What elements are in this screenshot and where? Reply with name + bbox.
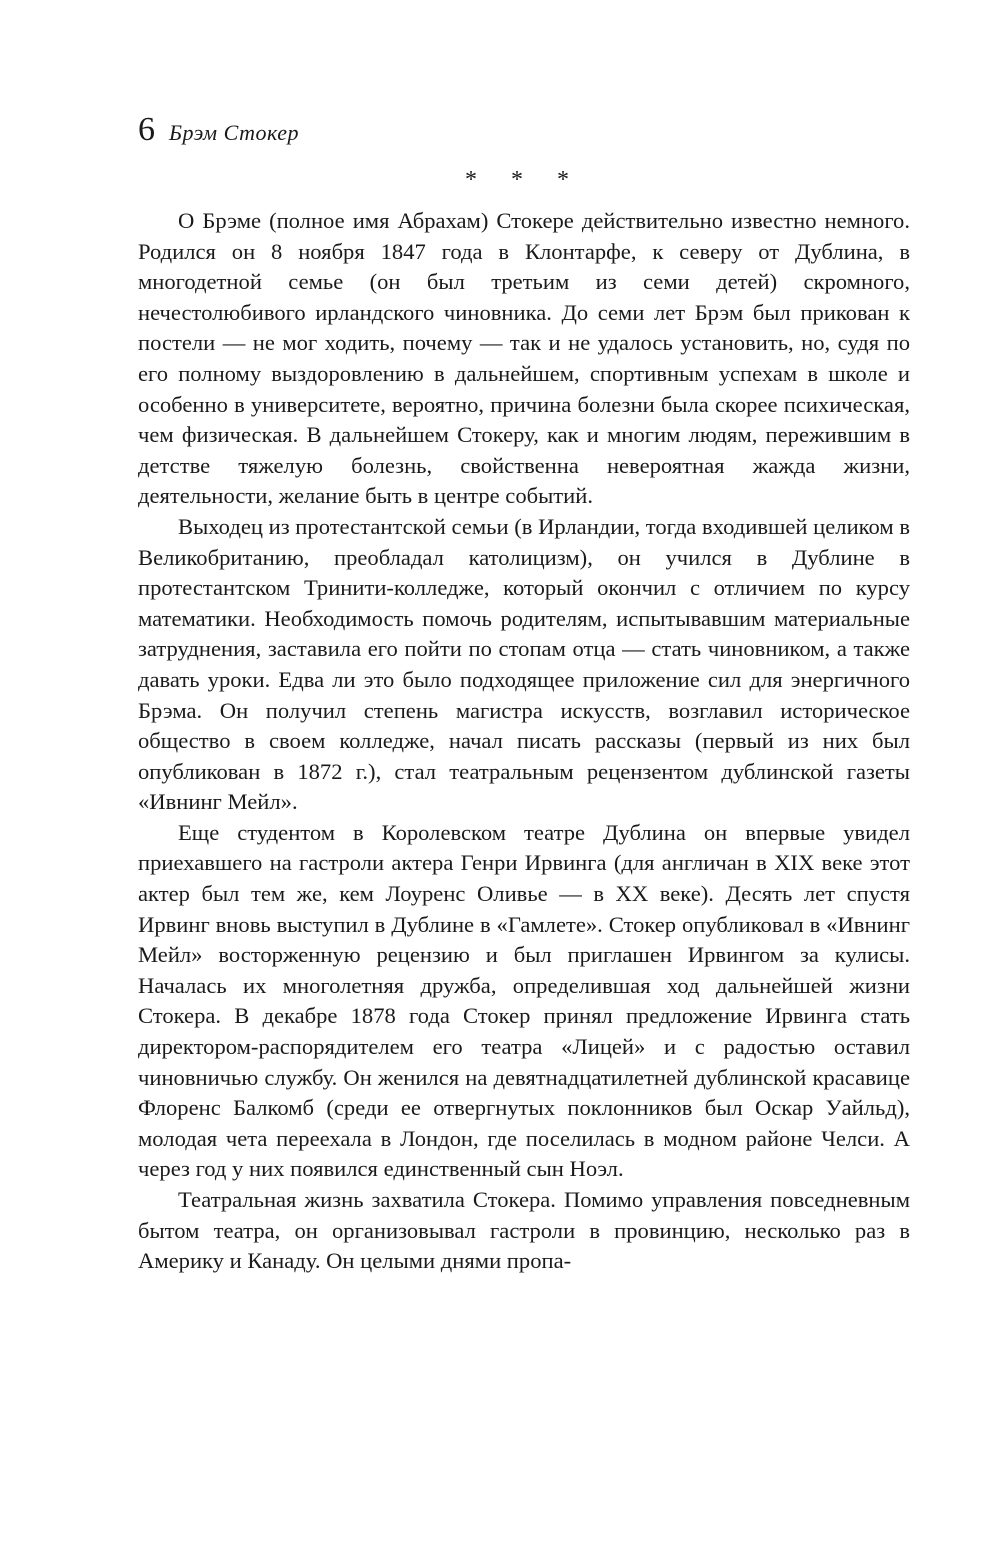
running-head (138, 110, 299, 150)
paragraph: Театральная жизнь захватила Стокера. Помимо управления повседневным бытом театра, он организовывал гастроли в провинцию, несколько раз в Америку и Канаду. Он целыми днями пропа- (138, 1187, 910, 1274)
section-separator: * * * (465, 167, 583, 193)
paragraph: О Брэме (полное имя Абрахам) Стокере действительно известно немного. Родился он 8 ноября 1847 года в Клонтарфе, к северу от Дублина, в многодетной семье (он был третьим из семи детей) скромного, нечестолюбивого ирландского чиновника. До семи лет Брэм был прикован к постели — не мог ходить, почему — так и не удалось установить, но, судя по его полному выздоровлению в дальнейшем, спортивным успехам в школе и особенно в университете, вероятно, причина болезни была скорее психическая, чем физическая. В дальнейшем Стокеру, как и многим людям, пережившим в детстве тяжелую болезнь, свойственна невероятная жажда жизни, деятельности, желание быть в центре событий. (138, 208, 910, 509)
running-head-author: Брэм Стокер (169, 120, 299, 145)
paragraph: Еще студентом в Королевском театре Дублина он впервые увидел приехавшего на гастроли актера Генри Ирвинга (для англичан в XIX веке этот актер был тем же, кем Лоуренс Оливье — в XX веке). Десять лет спустя Ирвинг вновь выступил в Дублине в «Гамлете». Стокер опубликовал в «Ивнинг Мейл» восторженную рецензию и был приглашен Ирвингом за кулисы. Началась их многолетняя дружба, определившая ход дальнейшей жизни Стокера. В декабре 1878 года Стокер принял предложение Ирвинга стать директором-распорядителем его театра «Лицей» и с радостью оставил чиновничью службу. Он женился на девятнадцатилетней дублинской красавице Флоренс Балкомб (среди ее отвергнутых поклонников был Оскар Уайльд), молодая чета переехала в Лондон, где поселилась в модном районе Челси. А через год у них появился единственный сын Ноэл. (138, 819, 910, 1182)
page-number: 6 (138, 111, 155, 148)
paragraph: Выходец из протестантской семьи (в Ирландии, тогда входившей целиком в Великобританию, преобладал католицизм), он учился в Дублине в протестантском Тринити-колледже, который окончил с отличием по курсу математики. Необходимость помочь родителям, испытывавшим материальные затруднения, заставила его пойти по стопам отца — стать чиновником, а также давать уроки. Едва ли это было подходящее приложение сил для энергичного Брэма. Он получил степень магистра искусств, возглавил историческое общество в своем колледже, начал писать рассказы (первый из них был опубликован в 1872 г.), стал театральным рецензентом дублинской газеты «Ивнинг Мейл». (138, 513, 910, 815)
body-text (138, 206, 910, 1277)
